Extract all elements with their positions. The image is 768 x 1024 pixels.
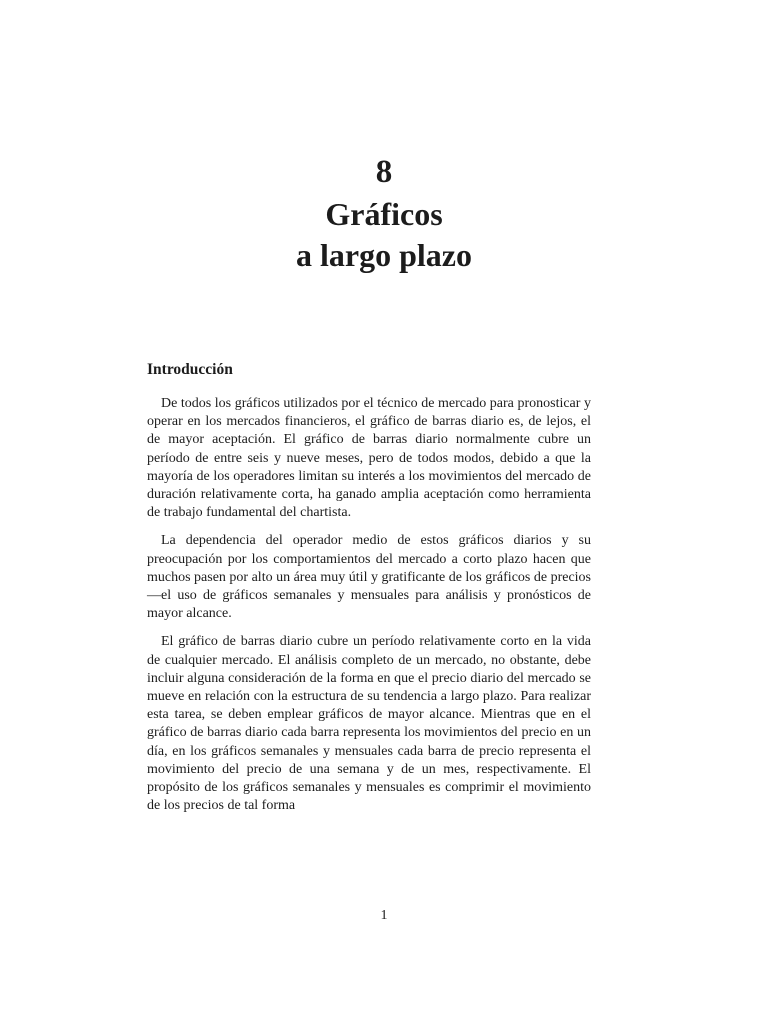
body-text [147, 395, 591, 825]
paragraph-1: De todos los gráficos utilizados por el técnico de mercado para pronosticar y operar en los mercados financieros, el gráfico de barras diario es, de lejos, el de mayor aceptación. El gráfico de barras diario normalmente cubre un período de entre seis y nueve meses, pero de todos modos, debido a que la mayoría de los operadores limitan su interés a los movimientos del mercado de duración relativamente corta, ha ganado amplia aceptación como herramienta de trabajo fundamental del chartista. [147, 396, 591, 521]
page-number: 1 [380, 908, 388, 923]
paragraph-3: El gráfico de barras diario cubre un período relativamente corto en la vida de cualquier mercado. El análisis completo de un mercado, no obstante, debe incluir alguna consideración de la forma en que el precio diario del mercado se mueve en relación con la estructura de su tendencia a largo plazo. Para realizar esta tarea, se deben emplear gráficos de mayor alcance. Mientras que en el gráfico de barras diario cada barra representa los movimientos del precio en un día, en los gráficos semanales y mensuales cada barra de precio representa el movimiento del precio de una semana y de un mes, respectivamente. El propósito de los gráficos semanales y mensuales es comprimir el movimiento de los precios de tal forma [147, 634, 591, 814]
paragraph-2: La dependencia del operador medio de estos gráficos diarios y su preocupación por los comportamientos del mercado a corto plazo hacen que muchos pasen por alto un área muy útil y gratificante de los gráficos de precios —el uso de gráficos semanales y mensuales para análisis y pronósticos de mayor alcance. [147, 533, 591, 622]
chapter-title-line-2: a largo plazo [296, 237, 472, 273]
chapter-title-line-1: Gráficos [325, 196, 443, 232]
chapter-title [0, 194, 768, 276]
section-heading: Introducción [147, 361, 233, 378]
chapter-number: 8 [375, 154, 393, 190]
